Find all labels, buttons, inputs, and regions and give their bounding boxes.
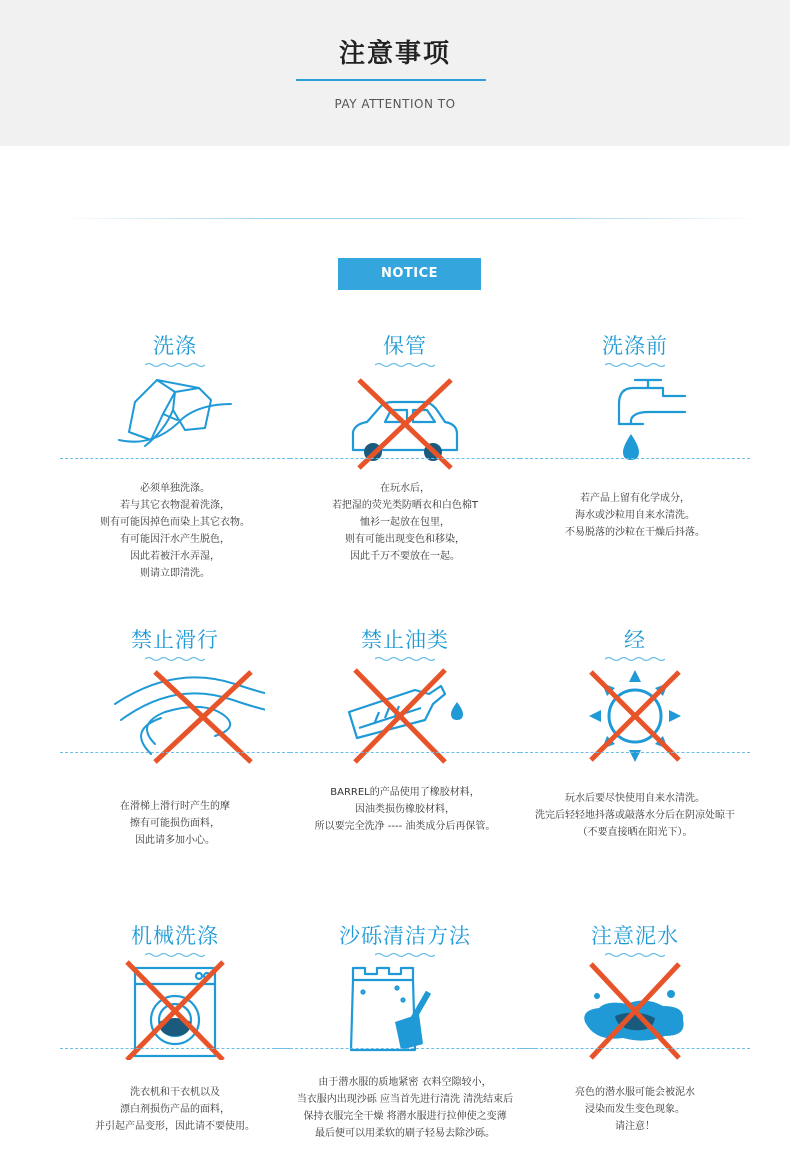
card-description: 在滑梯上滑行时产生的摩 擦有可能损伤面料， 因此请多加小心。 xyxy=(120,801,230,846)
card-description: 洗衣机和干衣机以及 漂白剂损伤产品的面料， 并引起产品变形，因此请不要使用。 xyxy=(95,1087,255,1132)
page-header xyxy=(0,0,790,146)
wave-decoration xyxy=(375,362,435,368)
car-icon xyxy=(345,370,465,470)
card-title: 禁止滑行 xyxy=(131,628,219,652)
card-title: 沙砾清洁方法 xyxy=(339,924,471,948)
water-slide-icon xyxy=(85,664,265,764)
wave-decoration xyxy=(605,362,665,368)
card-divider xyxy=(60,458,290,459)
card-divider xyxy=(290,752,520,753)
page-subtitle: PAY ATTENTION TO xyxy=(334,97,456,111)
card-title: 经 xyxy=(624,628,646,652)
card-description: 亮色的潜水服可能会被泥水 浸染而发生变色现象。 请注意！ xyxy=(575,1087,695,1132)
card-title: 禁止油类 xyxy=(361,628,449,652)
card-divider xyxy=(290,458,520,459)
card-description: 玩水后要尽快使用自来水清洗。 洗完后轻轻地抖落或敲落水分后在阴凉处晾干 （不要直接晒在阳光下）。 xyxy=(535,793,735,838)
wave-decoration xyxy=(375,952,435,958)
card-divider xyxy=(275,1048,535,1049)
sand-bucket-icon xyxy=(345,960,465,1060)
card-divider xyxy=(520,752,750,753)
washing-machine-icon xyxy=(115,960,235,1060)
wave-decoration xyxy=(605,656,665,662)
card-description: 若产品上留有化学成分， 海水或沙粒用自来水清洗。 不易脱落的沙粒在干燥后抖落。 xyxy=(565,493,705,538)
card-divider xyxy=(520,1048,750,1049)
card-title: 注意泥水 xyxy=(591,924,679,948)
section-divider xyxy=(60,218,760,219)
card-description: 在玩水后， 若把湿的荧光类防晒衣和白色棉T 恤衫一起放在包里， 则有可能出现变色和移染， 因此千万不要放在一起。 xyxy=(331,483,479,562)
wave-decoration xyxy=(375,656,435,662)
wave-decoration xyxy=(145,362,205,368)
mud-puddle-icon xyxy=(575,960,695,1060)
title-underline xyxy=(296,79,486,81)
faucet-icon xyxy=(575,370,695,470)
card-title: 机械洗涤 xyxy=(131,924,219,948)
card-title: 洗涤前 xyxy=(602,334,668,358)
card-divider xyxy=(520,458,750,459)
sun-icon xyxy=(575,664,695,764)
card-description: 由于潜水服的质地紧密 衣料空隙较小， 当衣服内出现沙砾 应当首先进行清洗 清洗结束后 保持衣服完全干燥 将潜水服进行拉伸使之变薄 最后便可以用柔软的刷子轻易去除沙砾。 xyxy=(296,1077,514,1139)
shorts-icon xyxy=(115,370,235,470)
wave-decoration xyxy=(605,952,665,958)
page-title: 注意事项 xyxy=(338,39,451,69)
wave-decoration xyxy=(145,656,205,662)
card-title: 洗涤 xyxy=(153,334,197,358)
card-divider xyxy=(60,1048,290,1049)
card-description: BARREL的产品使用了橡胶材料， 因油类损伤橡胶材料， 所以要完全洗净 ---- 油类成分后再保管。 xyxy=(314,787,496,832)
oil-bottle-icon xyxy=(335,664,475,764)
card-title: 保管 xyxy=(383,334,427,358)
wave-decoration xyxy=(145,952,205,958)
card-divider xyxy=(60,752,290,753)
notice-badge: NOTICE xyxy=(338,258,481,290)
card-description: 必须单独洗涤。 若与其它衣物混着洗涤， 则有可能因掉色而染上其它衣物。 有可能因汗水产生脱色， 因此若被汗水弄湿， 则请立即清洗。 xyxy=(100,483,250,579)
